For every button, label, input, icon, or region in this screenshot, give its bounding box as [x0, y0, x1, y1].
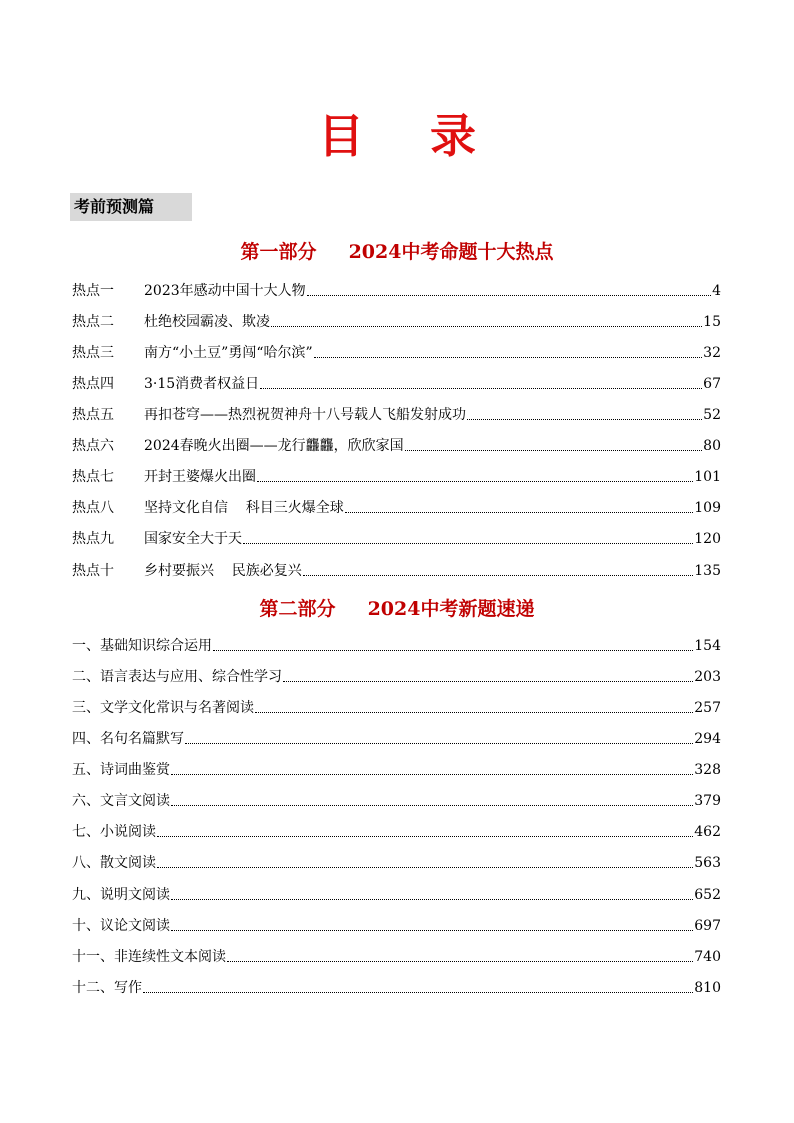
- dot-leader: [271, 326, 702, 327]
- toc-row[interactable]: [72, 729, 721, 749]
- toc-text: 坚持文化自信 科目三火爆全球: [144, 500, 344, 516]
- dot-leader: [467, 419, 702, 420]
- toc-text: 三、文学文化常识与名著阅读: [72, 700, 254, 716]
- toc-row[interactable]: [72, 312, 721, 332]
- part2-label: 第二部分: [259, 598, 336, 620]
- toc-num: 热点四: [72, 376, 114, 392]
- toc-row[interactable]: [72, 529, 721, 549]
- dot-leader: [405, 450, 703, 451]
- toc-row[interactable]: [72, 636, 721, 656]
- toc-text: 国家安全大于天: [144, 531, 242, 547]
- toc-text: 六、文言文阅读: [72, 793, 170, 809]
- toc-page: 810: [694, 980, 721, 996]
- toc-page: 379: [694, 793, 721, 809]
- toc-page: 257: [694, 700, 721, 716]
- toc-row[interactable]: [72, 374, 721, 394]
- dot-leader: [171, 805, 693, 806]
- page-title: 目录: [318, 109, 542, 163]
- toc-num: 热点十: [72, 563, 114, 579]
- toc-row[interactable]: [72, 978, 721, 998]
- toc-text: 杜绝校园霸凌、欺凌: [144, 314, 270, 330]
- toc-text: 一、基础知识综合运用: [72, 638, 212, 654]
- dot-leader: [307, 295, 711, 296]
- part1-label: 第一部分: [240, 241, 317, 263]
- toc-num: 热点三: [72, 345, 114, 361]
- dot-leader: [171, 930, 693, 931]
- toc-text: 九、说明文阅读: [72, 887, 170, 903]
- toc-num: 热点一: [72, 283, 114, 299]
- toc-row[interactable]: [72, 822, 721, 842]
- dot-leader: [213, 650, 693, 651]
- part2-title: 2024中考新题速递: [367, 598, 535, 620]
- toc-page: 328: [694, 762, 721, 778]
- dot-leader: [255, 712, 693, 713]
- toc-row[interactable]: [72, 405, 721, 425]
- toc-text: 十一、非连续性文本阅读: [72, 949, 226, 965]
- toc-num: 热点五: [72, 407, 114, 423]
- toc-text: 二、语言表达与应用、综合性学习: [72, 669, 282, 685]
- toc-row[interactable]: [72, 885, 721, 905]
- toc-text: 开封王婆爆火出圈: [144, 469, 256, 485]
- dot-leader: [303, 575, 693, 576]
- dot-leader: [171, 899, 693, 900]
- dot-leader: [257, 481, 693, 482]
- section-tag: 考前预测篇: [70, 193, 192, 221]
- toc-page: 32: [703, 345, 721, 361]
- toc-page: 52: [703, 407, 721, 423]
- toc-text: 2024春晚火出圈——龙行龘龘，欣欣家国: [144, 438, 404, 454]
- toc-text: 3·15消费者权益日: [144, 376, 260, 392]
- dot-leader: [185, 743, 693, 744]
- toc-num: 热点八: [72, 500, 114, 516]
- toc-row[interactable]: [72, 791, 721, 811]
- toc-page: 740: [694, 949, 721, 965]
- dot-leader: [243, 543, 693, 544]
- toc-row[interactable]: [72, 760, 721, 780]
- toc-row[interactable]: [72, 947, 721, 967]
- toc-num: 热点六: [72, 438, 114, 454]
- toc-page: 154: [694, 638, 721, 654]
- toc-row[interactable]: [72, 916, 721, 936]
- toc-page: 294: [694, 731, 721, 747]
- toc-text: 再扣苍穹——热烈祝贺神舟十八号载人飞船发射成功: [144, 407, 466, 423]
- dot-leader: [143, 992, 693, 993]
- toc-text: 2023年感动中国十大人物: [144, 283, 306, 299]
- dot-leader: [283, 681, 693, 682]
- toc-num: 热点七: [72, 469, 114, 485]
- toc-page: 563: [694, 855, 721, 871]
- toc-row[interactable]: [72, 498, 721, 518]
- toc-page: 462: [694, 824, 721, 840]
- toc-row[interactable]: [72, 436, 721, 456]
- toc-page: 109: [694, 500, 721, 516]
- toc-page: 4: [712, 283, 721, 299]
- toc-row[interactable]: [72, 853, 721, 873]
- toc-text: 七、小说阅读: [72, 824, 156, 840]
- toc-num: 热点九: [72, 531, 114, 547]
- toc-row[interactable]: [72, 698, 721, 718]
- toc-row[interactable]: [72, 561, 721, 581]
- toc-row[interactable]: [72, 281, 721, 301]
- dot-leader: [345, 512, 693, 513]
- toc-text: 十二、写作: [72, 980, 142, 996]
- dot-leader: [171, 774, 693, 775]
- dot-leader: [314, 357, 703, 358]
- toc-page: 67: [703, 376, 721, 392]
- toc-page: 80: [703, 438, 721, 454]
- toc-page: 652: [694, 887, 721, 903]
- toc-text: 南方“小土豆”勇闯“哈尔滨”: [144, 345, 313, 361]
- dot-leader: [157, 867, 693, 868]
- part1-heading: [0, 237, 794, 264]
- dot-leader: [227, 961, 693, 962]
- toc-page: 135: [694, 563, 721, 579]
- dot-leader: [157, 836, 693, 837]
- toc-text: 五、诗词曲鉴赏: [72, 762, 170, 778]
- part2-heading: [0, 594, 794, 621]
- toc-page: 203: [694, 669, 721, 685]
- toc-page: 15: [703, 314, 721, 330]
- toc-row[interactable]: [72, 343, 721, 363]
- toc-row[interactable]: [72, 667, 721, 687]
- dot-leader: [260, 388, 702, 389]
- toc-text: 十、议论文阅读: [72, 918, 170, 934]
- toc-page: 101: [694, 469, 721, 485]
- toc-text: 乡村要振兴 民族必复兴: [144, 563, 302, 579]
- part1-title: 2024中考命题十大热点: [348, 241, 554, 263]
- toc-text: 四、名句名篇默写: [72, 731, 184, 747]
- toc-num: 热点二: [72, 314, 114, 330]
- toc-row[interactable]: [72, 467, 721, 487]
- toc-page: 697: [694, 918, 721, 934]
- toc-text: 八、散文阅读: [72, 855, 156, 871]
- toc-page: 120: [694, 531, 721, 547]
